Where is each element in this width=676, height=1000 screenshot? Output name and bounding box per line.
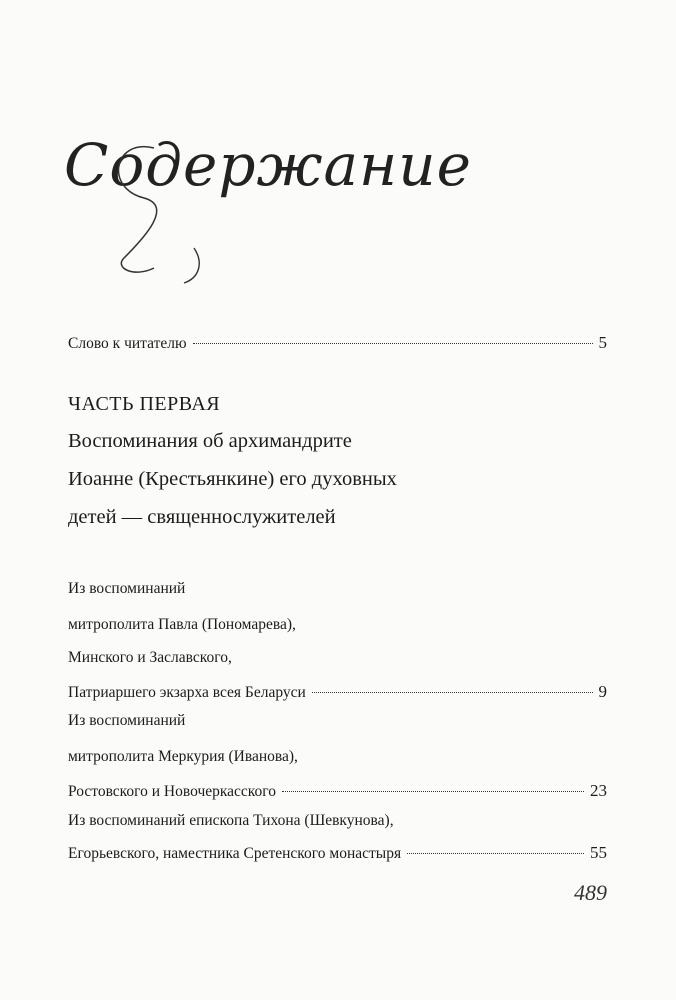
folio-page-number: 489	[574, 880, 607, 905]
toc-entry[interactable]	[68, 712, 607, 801]
toc-entry-label: Слово к читателю	[68, 335, 187, 352]
toc-entry[interactable]	[68, 812, 607, 863]
toc-page-number: 23	[590, 781, 607, 800]
dot-leader	[312, 692, 593, 693]
dot-leader	[282, 791, 584, 792]
toc-entry-line: митрополита Павла (Пономарева),	[68, 616, 296, 633]
toc-entry-line: Из воспоминаний епископа Тихона (Шевкунова),	[68, 812, 394, 829]
part-heading: ЧАСТЬ ПЕРВАЯ	[68, 393, 221, 415]
toc-entry-line: Из воспоминаний	[68, 712, 186, 729]
part-subtitle-line: детей — священнослужителей	[68, 506, 336, 528]
toc-page-number: 55	[590, 843, 607, 862]
toc-entry-foreword[interactable]	[68, 333, 607, 353]
title-flourish-ornament	[84, 118, 224, 288]
dot-leader	[407, 853, 584, 854]
toc-entry-line: Егорьевского, наместника Сретенского монастыря	[68, 845, 402, 862]
toc-entry-line: Патриаршего экзарха всея Беларуси	[68, 684, 306, 701]
toc-entry-line: митрополита Меркурия (Иванова),	[68, 748, 298, 765]
part-subtitle-line: Иоанне (Крестьянкине) его духовных	[68, 468, 397, 490]
page-title: Содержание	[64, 131, 472, 199]
dot-leader	[193, 343, 593, 344]
toc-entry-line: Из воспоминаний	[68, 580, 186, 597]
toc-page-number: 9	[598, 682, 607, 701]
toc-entry-line: Минского и Заславского,	[68, 649, 232, 666]
part-subtitle-line: Воспоминания об архимандрите	[68, 430, 352, 452]
toc-page-number: 5	[598, 333, 607, 352]
toc-entry-line: Ростовского и Новочеркасского	[68, 783, 277, 800]
toc-entry[interactable]	[68, 580, 607, 702]
